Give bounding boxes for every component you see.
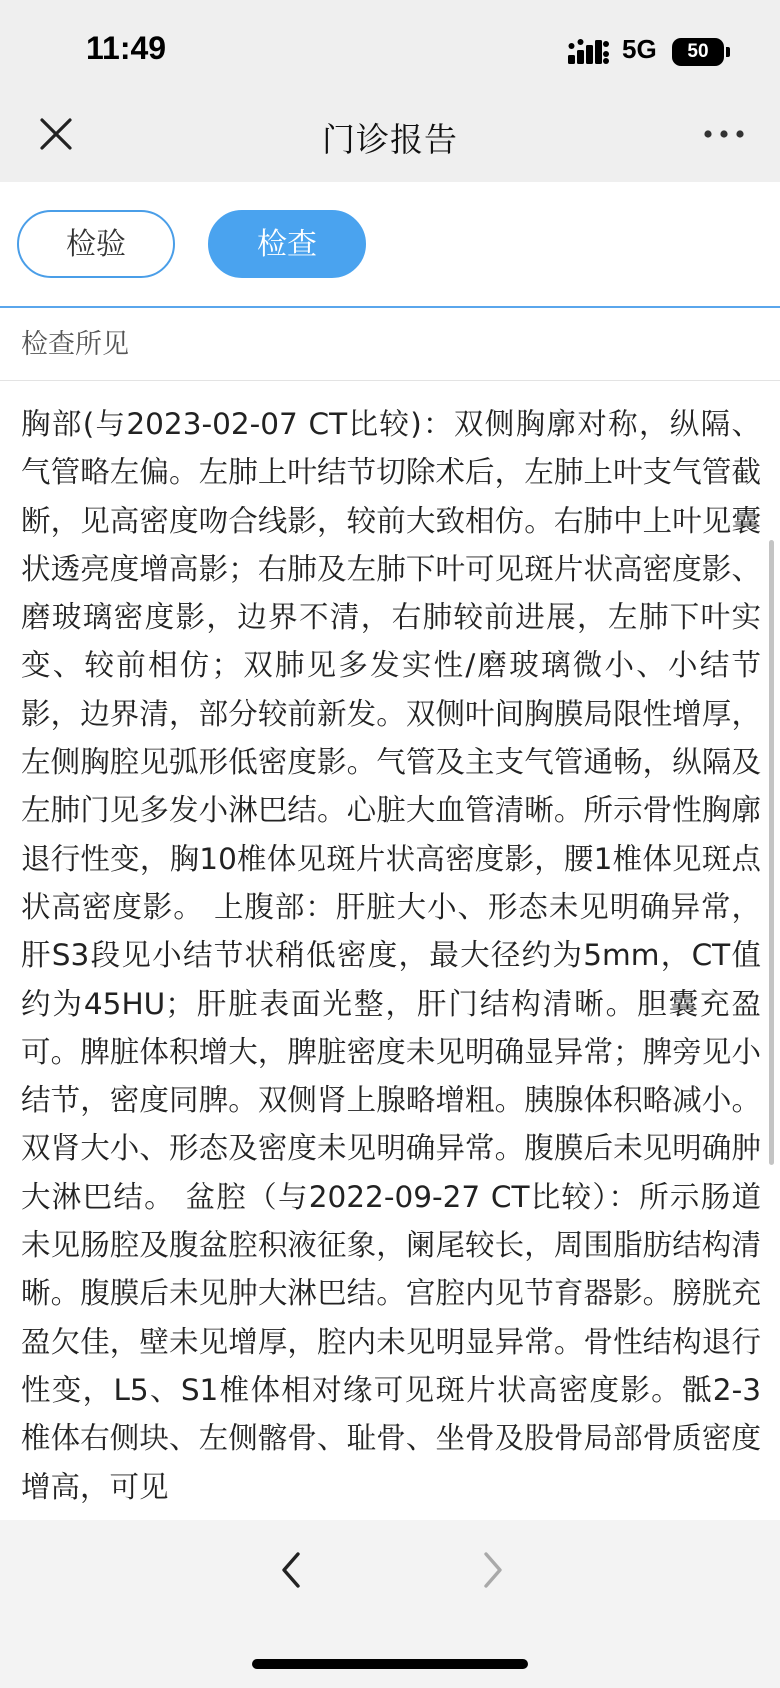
tab-lab-test[interactable]: 检验 bbox=[17, 210, 175, 278]
section-heading: 检查所见 bbox=[21, 329, 129, 360]
home-indicator bbox=[252, 1659, 528, 1669]
scrollbar[interactable] bbox=[769, 540, 774, 1165]
battery-icon: 50 bbox=[672, 38, 724, 66]
section-divider bbox=[0, 380, 780, 381]
tab-examination[interactable]: 检查 bbox=[208, 210, 366, 278]
signal-icon bbox=[568, 38, 612, 64]
more-icon[interactable] bbox=[702, 120, 746, 148]
tab-divider bbox=[0, 306, 780, 308]
network-type: 5G bbox=[622, 34, 657, 64]
status-time: 11:49 bbox=[86, 30, 167, 66]
chevron-left-icon[interactable] bbox=[274, 1548, 310, 1592]
report-findings-text: 胸部(与2023-02-07 CT比较)：双侧胸廓对称，纵隔、气管略左偏。左肺上叶结节切除术后，左肺上叶支气管截断，见高密度吻合线影，较前大致相仿。右肺中上叶见囊状透亮度增高影；右肺及左肺下叶可见斑片状高密度影、磨玻璃密度影，边界不清，右肺较前进展，左肺下叶实变、较前相仿；双肺见多发实性/磨玻璃微小、小结节影，边界清，部分较前新发。双侧叶间胸膜局限性增厚，左侧胸腔见弧形低密度影。气管及主支气管通畅，纵隔及左肺门见多发小淋巴结。心脏大血管清晰。所示骨性胸廓退行性变，胸10椎体见斑片状高密度影，腰1椎体见斑点状高密度影。 上腹部：肝脏大小、形态未见明确异常，肝S3段见小结节状稍低密度，最大径约为5mm，CT值约为45HU；肝脏表面光整，肝门结构清晰。胆囊充盈可。脾脏体积增大，脾脏密度未见明确显异常；脾旁见小结节，密度同脾。双侧肾上腺略增粗。胰腺体积略减小。双肾大小、形态及密度未见明确异常。腹膜后未见明确肿大淋巴结。 盆腔（与2022-09-27 CT比较）：所示肠道未见肠腔及腹盆腔积液征象，阑尾较长，周围脂肪结构清晰。腹膜后未见肿大淋巴结。宫腔内见节育器影。膀胱充盈欠佳，壁未见增厚，腔内未见明显异常。骨性结构退行性变，L5、S1椎体相对缘可见斑片状高密度影。骶2-3椎体右侧块、左侧髂骨、耻骨、坐骨及股骨局部骨质密度增高，可见 bbox=[21, 407, 761, 1504]
battery-nub bbox=[726, 47, 730, 57]
chevron-right-icon bbox=[474, 1548, 510, 1592]
page-title: 门诊报告 bbox=[322, 120, 458, 159]
